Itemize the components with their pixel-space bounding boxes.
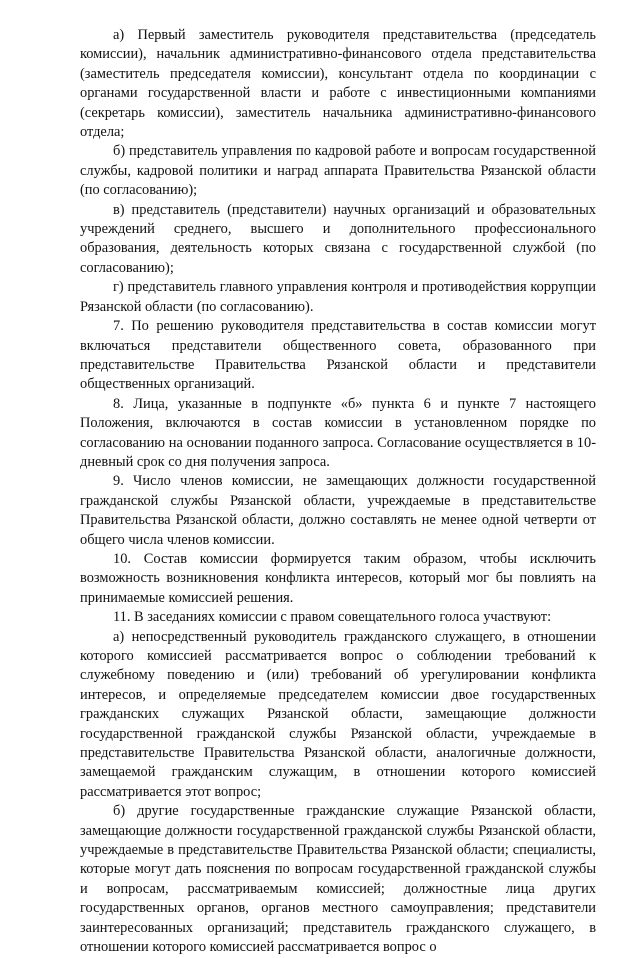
paragraph-7: 7. По решению руководителя представительства в состав комиссии могут включаться представители общественного совета, образованного при представительстве Правительства Рязанской области и представители общественных организаций. bbox=[80, 318, 596, 393]
paragraph-10: 10. Состав комиссии формируется таким образом, чтобы исключить возможность возникновения конфликта интересов, который мог бы повлиять на принимаемые комиссией решения. bbox=[80, 550, 596, 606]
paragraph-6v: в) представитель (представители) научных организаций и образовательных учреждений среднего, высшего и дополнительного профессионального образования, деятельность которых связана с государственной службой (по согласованию); bbox=[80, 201, 596, 276]
paragraph-11b: б) другие государственные гражданские служащие Рязанской области, замещающие должности государственной гражданской службы Рязанской области, учреждаемые в представительстве Правительства Рязанской области; специалисты, которые могут дать пояснения по вопросам государственной гражданской службы и вопросам, рассматриваемым комиссией; должностные лица других государственных органов, органов местного самоуправления; представители заинтересованных организаций; представитель гражданского служащего, в отношении которого комиссией рассматривается вопрос о bbox=[80, 803, 596, 956]
paragraph-8: 8. Лица, указанные в подпункте «б» пункта 6 и пункте 7 настоящего Положения, включаются в состав комиссии в установленном порядке по согласованию на основании поданного запроса. Согласование осуществляется в 10-дневный срок со дня получения запроса. bbox=[80, 395, 596, 470]
document-page bbox=[80, 26, 596, 958]
paragraph-9: 9. Число членов комиссии, не замещающих должности государственной гражданской службы Рязанской области, учреждаемые в представительстве Правительства Рязанской области, должно составлять не менее одной четверти от общего числа членов комиссии. bbox=[80, 473, 596, 548]
paragraph-6g: г) представитель главного управления контроля и противодействия коррупции Рязанской области (по согласованию). bbox=[80, 279, 596, 315]
paragraph-11: 11. В заседаниях комиссии с правом совещательного голоса участвуют: bbox=[113, 609, 552, 626]
paragraph-6b: б) представитель управления по кадровой работе и вопросам государственной службы, кадровой политики и наград аппарата Правительства Рязанской области (по согласованию); bbox=[80, 143, 596, 199]
paragraph-11a: а) непосредственный руководитель гражданского служащего, в отношении которого комиссией рассматривается вопрос о соблюдении требований к служебному поведению и (или) требований об урегулировании конфликта интересов, и определяемые председателем комиссии двое государственных гражданских служащих Рязанской области, замещающие должности государственной гражданской службы Рязанской области, учреждаемые в представительстве Правительства Рязанской области, аналогичные должности, замещаемой гражданским служащим, в отношении которого комиссией рассматривается этот вопрос; bbox=[80, 628, 596, 800]
paragraph-6a: а) Первый заместитель руководителя представительства (председатель комиссии), начальник административно-финансового отдела представительства (заместитель председателя комиссии), консультант отдела по координации с органами государственной власти и работе с инвестиционными компаниями (секретарь комиссии), заместитель начальника административно-финансового отдела; bbox=[80, 27, 596, 141]
